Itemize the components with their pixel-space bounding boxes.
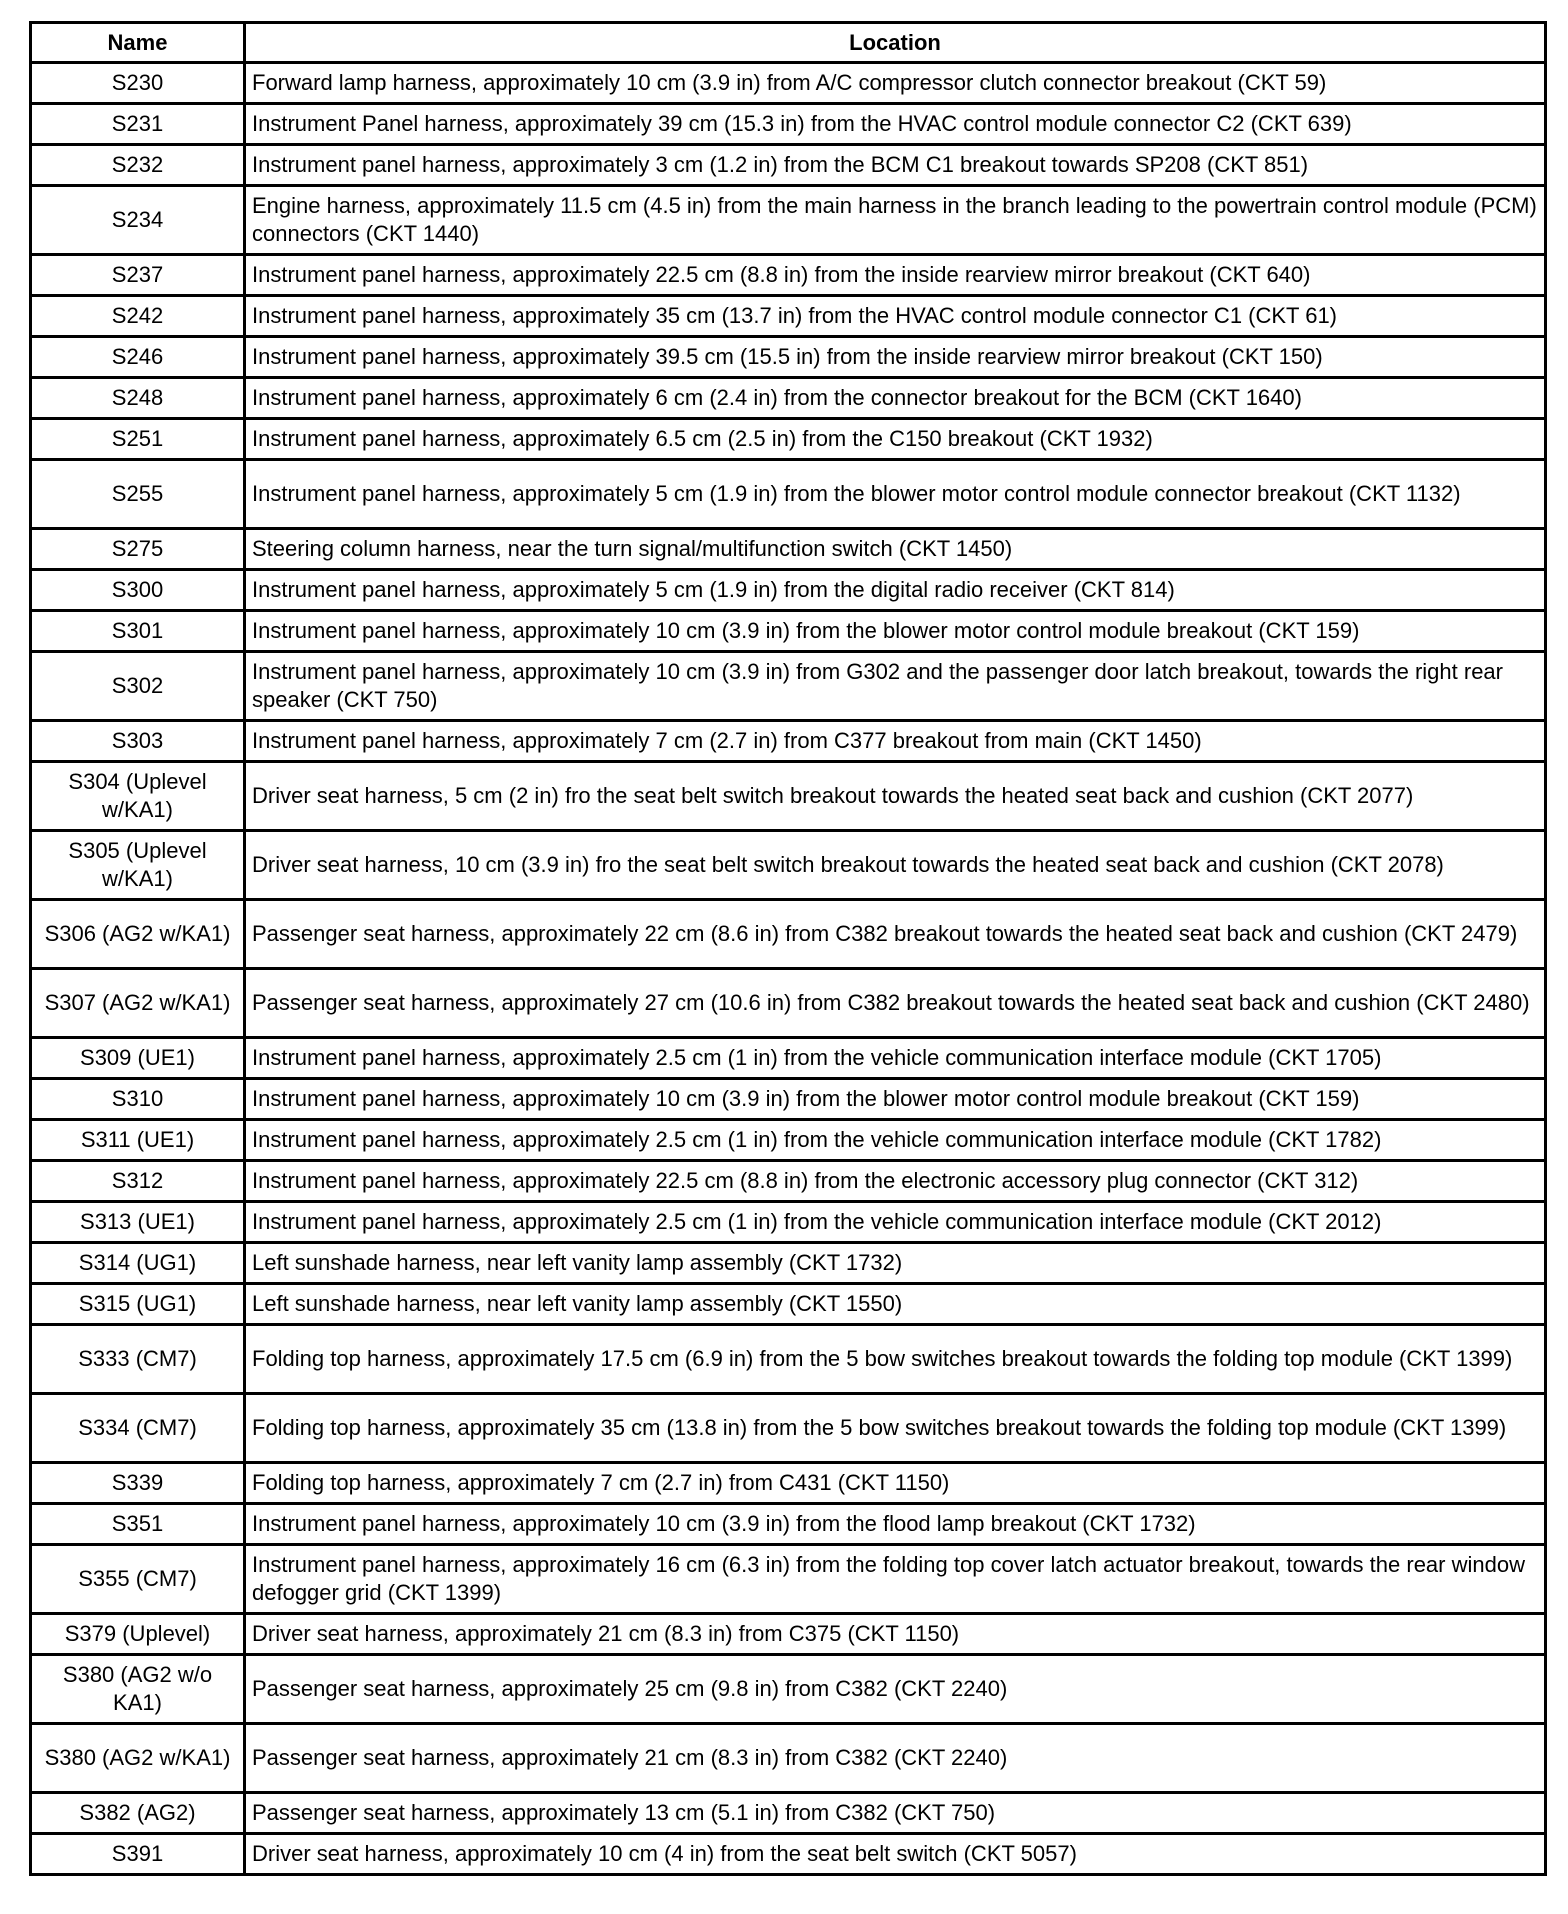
table-row [31, 611, 1546, 652]
splice-name-cell: S313 (UE1) [31, 1202, 245, 1243]
splice-location-cell: Folding top harness, approximately 35 cm (13.8 in) from the 5 bow switches breakout towards the folding top module (CKT 1399) [245, 1394, 1546, 1463]
table-row [31, 1834, 1546, 1875]
table-row [31, 969, 1546, 1038]
header-row [31, 23, 1546, 63]
splice-name-cell: S232 [31, 145, 245, 186]
splice-location-cell: Instrument panel harness, approximately 22.5 cm (8.8 in) from the electronic accessory plug connector (CKT 312) [245, 1161, 1546, 1202]
column-header-location: Location [245, 23, 1546, 63]
table-row [31, 1655, 1546, 1724]
splice-location-cell: Instrument panel harness, approximately 10 cm (3.9 in) from the flood lamp breakout (CKT 1732) [245, 1504, 1546, 1545]
table-row [31, 1079, 1546, 1120]
splice-name-cell: S248 [31, 378, 245, 419]
splice-location-cell: Instrument Panel harness, approximately 39 cm (15.3 in) from the HVAC control module connector C2 (CKT 639) [245, 104, 1546, 145]
splice-name-cell: S300 [31, 570, 245, 611]
table-row [31, 145, 1546, 186]
table-row [31, 1504, 1546, 1545]
table-row [31, 652, 1546, 721]
table-row [31, 1545, 1546, 1614]
splice-name-cell: S231 [31, 104, 245, 145]
splice-location-cell: Instrument panel harness, approximately 10 cm (3.9 in) from G302 and the passenger door latch breakout, towards the right rear speaker (CKT 750) [245, 652, 1546, 721]
table-row [31, 900, 1546, 969]
splice-location-cell: Driver seat harness, 10 cm (3.9 in) fro the seat belt switch breakout towards the heated seat back and cushion (CKT 2078) [245, 831, 1546, 900]
splice-name-cell: S333 (CM7) [31, 1325, 245, 1394]
table-row [31, 1284, 1546, 1325]
table-row [31, 1038, 1546, 1079]
splice-name-cell: S309 (UE1) [31, 1038, 245, 1079]
table-row [31, 1463, 1546, 1504]
table-row [31, 337, 1546, 378]
table-row [31, 460, 1546, 529]
table-body [31, 63, 1546, 1875]
table-row [31, 419, 1546, 460]
table-row [31, 1243, 1546, 1284]
table-header [31, 23, 1546, 63]
splice-name-cell: S305 (Uplevel w/KA1) [31, 831, 245, 900]
splice-location-cell: Passenger seat harness, approximately 22 cm (8.6 in) from C382 breakout towards the heated seat back and cushion (CKT 2479) [245, 900, 1546, 969]
splice-name-cell: S304 (Uplevel w/KA1) [31, 762, 245, 831]
splice-name-cell: S312 [31, 1161, 245, 1202]
splice-name-cell: S306 (AG2 w/KA1) [31, 900, 245, 969]
splice-name-cell: S303 [31, 721, 245, 762]
table-row [31, 378, 1546, 419]
splice-name-cell: S311 (UE1) [31, 1120, 245, 1161]
splice-location-cell: Instrument panel harness, approximately 5 cm (1.9 in) from the digital radio receiver (CKT 814) [245, 570, 1546, 611]
splice-location-cell: Instrument panel harness, approximately 39.5 cm (15.5 in) from the inside rearview mirror breakout (CKT 150) [245, 337, 1546, 378]
splice-location-cell: Driver seat harness, approximately 21 cm (8.3 in) from C375 (CKT 1150) [245, 1614, 1546, 1655]
splice-name-cell: S379 (Uplevel) [31, 1614, 245, 1655]
splice-name-cell: S255 [31, 460, 245, 529]
splice-location-cell: Passenger seat harness, approximately 13 cm (5.1 in) from C382 (CKT 750) [245, 1793, 1546, 1834]
splice-location-cell: Instrument panel harness, approximately 5 cm (1.9 in) from the blower motor control module connector breakout (CKT 1132) [245, 460, 1546, 529]
splice-name-cell: S355 (CM7) [31, 1545, 245, 1614]
table-row [31, 831, 1546, 900]
splice-location-cell: Instrument panel harness, approximately 3 cm (1.2 in) from the BCM C1 breakout towards SP208 (CKT 851) [245, 145, 1546, 186]
splice-location-cell: Instrument panel harness, approximately 10 cm (3.9 in) from the blower motor control module breakout (CKT 159) [245, 1079, 1546, 1120]
table-row [31, 1394, 1546, 1463]
table-row [31, 296, 1546, 337]
table-row [31, 721, 1546, 762]
splice-location-cell: Driver seat harness, 5 cm (2 in) fro the seat belt switch breakout towards the heated seat back and cushion (CKT 2077) [245, 762, 1546, 831]
table-row [31, 1614, 1546, 1655]
splice-name-cell: S334 (CM7) [31, 1394, 245, 1463]
splice-name-cell: S234 [31, 186, 245, 255]
splice-name-cell: S246 [31, 337, 245, 378]
table-row [31, 1325, 1546, 1394]
table-row [31, 255, 1546, 296]
splice-name-cell: S230 [31, 63, 245, 104]
splice-location-cell: Passenger seat harness, approximately 21 cm (8.3 in) from C382 (CKT 2240) [245, 1724, 1546, 1793]
splice-name-cell: S315 (UG1) [31, 1284, 245, 1325]
splice-location-cell: Engine harness, approximately 11.5 cm (4.5 in) from the main harness in the branch leading to the powertrain control module (PCM) connectors (CKT 1440) [245, 186, 1546, 255]
table-row [31, 1202, 1546, 1243]
splice-name-cell: S275 [31, 529, 245, 570]
table-row [31, 1724, 1546, 1793]
table-row [31, 529, 1546, 570]
splice-location-cell: Instrument panel harness, approximately 10 cm (3.9 in) from the blower motor control module breakout (CKT 159) [245, 611, 1546, 652]
table-row [31, 186, 1546, 255]
splice-location-cell: Folding top harness, approximately 17.5 cm (6.9 in) from the 5 bow switches breakout towards the folding top module (CKT 1399) [245, 1325, 1546, 1394]
table-row [31, 1793, 1546, 1834]
splice-location-cell: Left sunshade harness, near left vanity lamp assembly (CKT 1550) [245, 1284, 1546, 1325]
splice-location-cell: Driver seat harness, approximately 10 cm (4 in) from the seat belt switch (CKT 5057) [245, 1834, 1546, 1875]
splice-name-cell: S237 [31, 255, 245, 296]
splice-name-cell: S380 (AG2 w/o KA1) [31, 1655, 245, 1724]
splice-name-cell: S391 [31, 1834, 245, 1875]
splice-name-cell: S382 (AG2) [31, 1793, 245, 1834]
splice-location-cell: Passenger seat harness, approximately 27 cm (10.6 in) from C382 breakout towards the heated seat back and cushion (CKT 2480) [245, 969, 1546, 1038]
splice-location-cell: Instrument panel harness, approximately 22.5 cm (8.8 in) from the inside rearview mirror breakout (CKT 640) [245, 255, 1546, 296]
splice-location-cell: Instrument panel harness, approximately 2.5 cm (1 in) from the vehicle communication interface module (CKT 1705) [245, 1038, 1546, 1079]
splice-location-cell: Instrument panel harness, approximately 2.5 cm (1 in) from the vehicle communication interface module (CKT 2012) [245, 1202, 1546, 1243]
splice-name-cell: S351 [31, 1504, 245, 1545]
splice-name-cell: S339 [31, 1463, 245, 1504]
splice-location-cell: Instrument panel harness, approximately 2.5 cm (1 in) from the vehicle communication interface module (CKT 1782) [245, 1120, 1546, 1161]
splice-location-cell: Instrument panel harness, approximately 7 cm (2.7 in) from C377 breakout from main (CKT 1450) [245, 721, 1546, 762]
splice-name-cell: S307 (AG2 w/KA1) [31, 969, 245, 1038]
table-row [31, 1161, 1546, 1202]
splice-name-cell: S251 [31, 419, 245, 460]
splice-name-cell: S380 (AG2 w/KA1) [31, 1724, 245, 1793]
splice-location-cell: Steering column harness, near the turn signal/multifunction switch (CKT 1450) [245, 529, 1546, 570]
table-row [31, 570, 1546, 611]
splice-location-cell: Left sunshade harness, near left vanity lamp assembly (CKT 1732) [245, 1243, 1546, 1284]
splice-location-cell: Instrument panel harness, approximately 35 cm (13.7 in) from the HVAC control module connector C1 (CKT 61) [245, 296, 1546, 337]
splice-name-cell: S302 [31, 652, 245, 721]
splice-location-cell: Instrument panel harness, approximately 6 cm (2.4 in) from the connector breakout for the BCM (CKT 1640) [245, 378, 1546, 419]
splice-location-cell: Forward lamp harness, approximately 10 cm (3.9 in) from A/C compressor clutch connector breakout (CKT 59) [245, 63, 1546, 104]
splice-name-cell: S310 [31, 1079, 245, 1120]
table-row [31, 63, 1546, 104]
splice-location-table-container [29, 21, 1544, 1876]
splice-location-table [29, 21, 1547, 1876]
splice-name-cell: S242 [31, 296, 245, 337]
splice-location-cell: Folding top harness, approximately 7 cm (2.7 in) from C431 (CKT 1150) [245, 1463, 1546, 1504]
splice-name-cell: S301 [31, 611, 245, 652]
table-row [31, 762, 1546, 831]
splice-location-cell: Passenger seat harness, approximately 25 cm (9.8 in) from C382 (CKT 2240) [245, 1655, 1546, 1724]
column-header-name: Name [31, 23, 245, 63]
splice-location-cell: Instrument panel harness, approximately 6.5 cm (2.5 in) from the C150 breakout (CKT 1932) [245, 419, 1546, 460]
table-row [31, 104, 1546, 145]
splice-name-cell: S314 (UG1) [31, 1243, 245, 1284]
splice-location-cell: Instrument panel harness, approximately 16 cm (6.3 in) from the folding top cover latch actuator breakout, towards the rear window defogger grid (CKT 1399) [245, 1545, 1546, 1614]
table-row [31, 1120, 1546, 1161]
